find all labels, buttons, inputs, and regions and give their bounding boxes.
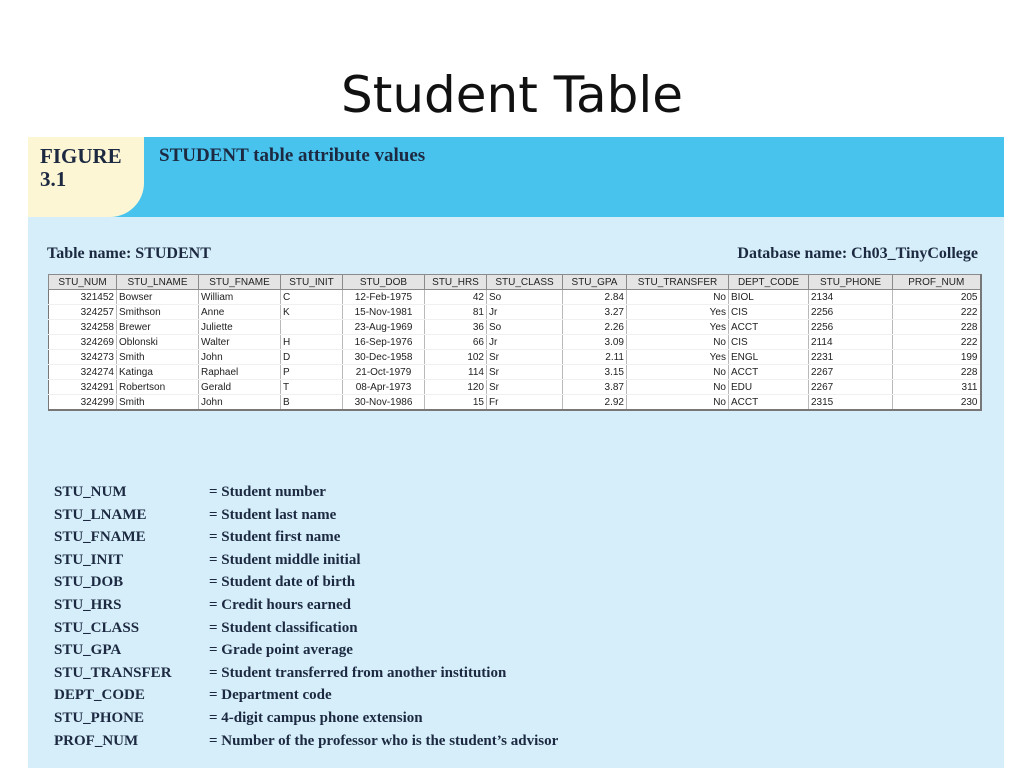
- definition-term: STU_CLASS: [54, 619, 140, 636]
- table-cell-stu-hrs: 120: [425, 380, 487, 395]
- table-cell-dept-code: BIOL: [729, 290, 809, 305]
- table-cell-stu-num: 321452: [49, 290, 117, 305]
- table-cell-stu-dob: 16-Sep-1976: [343, 335, 425, 350]
- table-cell-dept-code: ACCT: [729, 320, 809, 335]
- table-cell-stu-transfer: Yes: [627, 305, 729, 320]
- table-cell-stu-transfer: No: [627, 395, 729, 411]
- table-cell-stu-num: 324258: [49, 320, 117, 335]
- table-cell-stu-phone: 2256: [809, 320, 893, 335]
- table-cell-stu-gpa: 3.09: [563, 335, 627, 350]
- table-cell-stu-dob: 21-Oct-1979: [343, 365, 425, 380]
- table-cell-prof-num: 228: [893, 320, 981, 335]
- table-cell-stu-gpa: 3.87: [563, 380, 627, 395]
- definition-term: STU_HRS: [54, 596, 122, 613]
- table-cell-dept-code: ACCT: [729, 365, 809, 380]
- column-header: STU_FNAME: [199, 275, 281, 290]
- definition-term: STU_LNAME: [54, 506, 147, 523]
- table-cell-stu-class: Jr: [487, 305, 563, 320]
- table-cell-stu-hrs: 36: [425, 320, 487, 335]
- figure-header: [28, 137, 1004, 217]
- table-cell-stu-dob: 08-Apr-1973: [343, 380, 425, 395]
- definition-row: [54, 594, 558, 617]
- table-cell-stu-transfer: No: [627, 380, 729, 395]
- table-row: [49, 365, 981, 380]
- table-row: [49, 335, 981, 350]
- table-cell-stu-lname: Smith: [117, 395, 199, 411]
- definition-row: [54, 617, 558, 640]
- table-cell-stu-init: T: [281, 380, 343, 395]
- attribute-definitions: [54, 481, 558, 752]
- table-cell-stu-num: 324273: [49, 350, 117, 365]
- table-cell-stu-init: [281, 320, 343, 335]
- table-row: [49, 305, 981, 320]
- table-row: [49, 290, 981, 305]
- column-header: PROF_NUM: [893, 275, 981, 290]
- table-cell-prof-num: 230: [893, 395, 981, 411]
- slide-title: Student Table: [340, 66, 684, 124]
- table-cell-stu-init: K: [281, 305, 343, 320]
- table-cell-prof-num: 222: [893, 305, 981, 320]
- table-cell-stu-init: P: [281, 365, 343, 380]
- table-cell-dept-code: EDU: [729, 380, 809, 395]
- column-header: STU_NUM: [49, 275, 117, 290]
- table-cell-prof-num: 228: [893, 365, 981, 380]
- table-cell-stu-fname: Anne: [199, 305, 281, 320]
- table-cell-prof-num: 311: [893, 380, 981, 395]
- table-cell-stu-lname: Katinga: [117, 365, 199, 380]
- definition-row: [54, 684, 558, 707]
- figure-panel: [28, 137, 1004, 768]
- definition-description: = Student number: [209, 484, 326, 500]
- table-cell-stu-hrs: 15: [425, 395, 487, 411]
- definition-term: STU_FNAME: [54, 529, 146, 546]
- table-row: [49, 395, 981, 411]
- database-name: Database name: Ch03_TinyCollege: [737, 245, 978, 262]
- table-cell-stu-lname: Robertson: [117, 380, 199, 395]
- table-cell-dept-code: CIS: [729, 335, 809, 350]
- table-cell-stu-phone: 2315: [809, 395, 893, 411]
- figure-label-box: [28, 137, 144, 217]
- definition-description: = Student transferred from another institution: [209, 664, 507, 681]
- table-cell-dept-code: ACCT: [729, 395, 809, 411]
- table-cell-stu-hrs: 81: [425, 305, 487, 320]
- column-header: STU_PHONE: [809, 275, 893, 290]
- definition-description: = Number of the professor who is the student’s advisor: [209, 732, 559, 749]
- table-cell-stu-class: Sr: [487, 365, 563, 380]
- column-header: STU_LNAME: [117, 275, 199, 290]
- table-cell-stu-gpa: 2.92: [563, 395, 627, 411]
- definition-term: STU_DOB: [54, 574, 124, 591]
- table-cell-prof-num: 199: [893, 350, 981, 365]
- table-cell-stu-transfer: Yes: [627, 350, 729, 365]
- definition-row: [54, 662, 558, 685]
- definition-term: STU_NUM: [54, 484, 127, 500]
- definition-row: [54, 707, 558, 730]
- table-cell-stu-lname: Oblonski: [117, 335, 199, 350]
- table-header-row: [49, 275, 981, 290]
- table-cell-stu-fname: Gerald: [199, 380, 281, 395]
- table-cell-stu-phone: 2256: [809, 305, 893, 320]
- column-header: STU_CLASS: [487, 275, 563, 290]
- table-cell-stu-fname: Walter: [199, 335, 281, 350]
- table-cell-stu-class: Sr: [487, 380, 563, 395]
- table-cell-stu-phone: 2231: [809, 350, 893, 365]
- table-cell-stu-dob: 23-Aug-1969: [343, 320, 425, 335]
- table-cell-stu-fname: Raphael: [199, 365, 281, 380]
- table-cell-stu-class: So: [487, 320, 563, 335]
- table-cell-stu-num: 324269: [49, 335, 117, 350]
- column-header: STU_TRANSFER: [627, 275, 729, 290]
- definition-term: PROF_NUM: [54, 732, 139, 749]
- table-cell-stu-phone: 2267: [809, 380, 893, 395]
- definition-row: [54, 504, 558, 527]
- table-body: [49, 290, 981, 411]
- definition-description: = Student last name: [209, 506, 337, 523]
- table-cell-stu-hrs: 102: [425, 350, 487, 365]
- table-cell-stu-transfer: No: [627, 290, 729, 305]
- table-cell-prof-num: 205: [893, 290, 981, 305]
- definition-description: = Credit hours earned: [209, 596, 352, 613]
- table-cell-stu-init: H: [281, 335, 343, 350]
- definition-description: = 4-digit campus phone extension: [209, 709, 423, 726]
- definition-row: [54, 549, 558, 572]
- definition-row: [54, 639, 558, 662]
- table-cell-stu-num: 324274: [49, 365, 117, 380]
- table-cell-stu-class: Fr: [487, 395, 563, 411]
- table-cell-stu-fname: William: [199, 290, 281, 305]
- table-cell-stu-dob: 30-Dec-1958: [343, 350, 425, 365]
- table-cell-dept-code: CIS: [729, 305, 809, 320]
- table-cell-stu-gpa: 2.84: [563, 290, 627, 305]
- column-header: STU_HRS: [425, 275, 487, 290]
- definition-term: STU_TRANSFER: [54, 664, 172, 681]
- definition-term: STU_GPA: [54, 642, 122, 659]
- table-cell-stu-class: Jr: [487, 335, 563, 350]
- table-cell-stu-init: B: [281, 395, 343, 411]
- table-cell-stu-hrs: 114: [425, 365, 487, 380]
- definition-description: = Student first name: [209, 529, 341, 546]
- table-cell-dept-code: ENGL: [729, 350, 809, 365]
- table-cell-stu-init: C: [281, 290, 343, 305]
- table-row: [49, 380, 981, 395]
- table-cell-stu-gpa: 3.15: [563, 365, 627, 380]
- table-cell-stu-num: 324257: [49, 305, 117, 320]
- definition-description: = Student date of birth: [209, 574, 356, 591]
- table-cell-stu-gpa: 3.27: [563, 305, 627, 320]
- table-cell-stu-phone: 2134: [809, 290, 893, 305]
- definition-description: = Student classification: [209, 619, 358, 636]
- table-row: [49, 320, 981, 335]
- table-row: [49, 350, 981, 365]
- definition-row: [54, 526, 558, 549]
- column-header: STU_INIT: [281, 275, 343, 290]
- definition-term: STU_INIT: [54, 551, 124, 568]
- table-cell-stu-transfer: No: [627, 365, 729, 380]
- table-cell-stu-fname: Juliette: [199, 320, 281, 335]
- table-cell-stu-fname: John: [199, 350, 281, 365]
- table-cell-stu-phone: 2114: [809, 335, 893, 350]
- figure-label: FIGURE 3.1: [40, 144, 122, 191]
- definition-description: = Student middle initial: [209, 551, 361, 568]
- table-cell-prof-num: 222: [893, 335, 981, 350]
- table-cell-stu-lname: Brewer: [117, 320, 199, 335]
- definition-row: [54, 481, 558, 504]
- table-cell-stu-fname: John: [199, 395, 281, 411]
- column-header: STU_GPA: [563, 275, 627, 290]
- table-cell-stu-class: So: [487, 290, 563, 305]
- definition-term: DEPT_CODE: [54, 687, 145, 704]
- figure-caption: STUDENT table attribute values: [159, 145, 426, 166]
- definition-description: = Grade point average: [209, 642, 353, 659]
- table-cell-stu-num: 324299: [49, 395, 117, 411]
- table-cell-stu-hrs: 66: [425, 335, 487, 350]
- table-cell-stu-transfer: No: [627, 335, 729, 350]
- table-cell-stu-gpa: 2.26: [563, 320, 627, 335]
- table-cell-stu-num: 324291: [49, 380, 117, 395]
- student-table: [48, 274, 982, 411]
- definition-row: [54, 730, 558, 753]
- table-cell-stu-dob: 30-Nov-1986: [343, 395, 425, 411]
- table-cell-stu-class: Sr: [487, 350, 563, 365]
- table-cell-stu-lname: Bowser: [117, 290, 199, 305]
- column-header: DEPT_CODE: [729, 275, 809, 290]
- table-cell-stu-dob: 15-Nov-1981: [343, 305, 425, 320]
- definition-row: [54, 571, 558, 594]
- table-cell-stu-dob: 12-Feb-1975: [343, 290, 425, 305]
- definition-description: = Department code: [209, 687, 332, 704]
- table-cell-stu-gpa: 2.11: [563, 350, 627, 365]
- column-header: STU_DOB: [343, 275, 425, 290]
- table-cell-stu-lname: Smithson: [117, 305, 199, 320]
- table-cell-stu-transfer: Yes: [627, 320, 729, 335]
- table-cell-stu-lname: Smith: [117, 350, 199, 365]
- table-cell-stu-init: D: [281, 350, 343, 365]
- definition-term: STU_PHONE: [54, 709, 145, 726]
- table-cell-stu-phone: 2267: [809, 365, 893, 380]
- table-name: Table name: STUDENT: [47, 245, 211, 262]
- table-cell-stu-hrs: 42: [425, 290, 487, 305]
